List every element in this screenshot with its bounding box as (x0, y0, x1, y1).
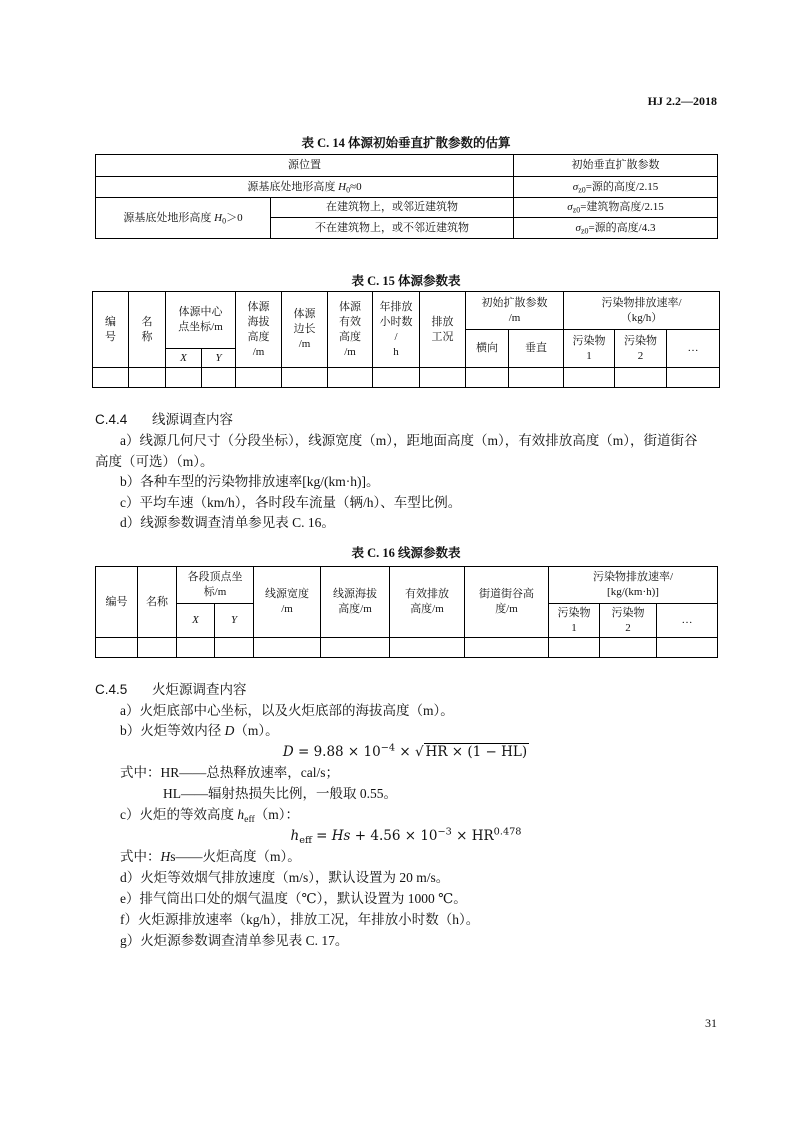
table-c15-header-annual-hours: 年排放 小时数 / h (373, 292, 420, 368)
table-c15-caption: 表 C. 15 体源参数表 (351, 274, 461, 288)
formula-rhs: × HR (451, 828, 494, 844)
table-c15-header-center-coord: 体源中心 点坐标/m (166, 292, 236, 349)
table-c15-data-cell (509, 368, 564, 388)
table-c16-header-width: 线源宽度 /m (254, 567, 321, 638)
table-c14-cell-case: 不在建筑物上，或不邻近建筑物 (271, 218, 514, 239)
subscript: 0 (346, 184, 351, 194)
variable-symbol: h (237, 807, 245, 822)
item-text: c）火炬的等效高度 (120, 807, 238, 822)
table-c15-data-cell (667, 368, 720, 388)
table-c15-header-initial-diffusion: 初始扩散参数 /m (466, 292, 564, 330)
table-c15-header-effective-height: 体源 有效 高度 /m (328, 292, 373, 368)
formula-note: 式中：HR——总热释放速率，cal/s； (120, 765, 339, 780)
table-c14-cell-param (514, 177, 718, 198)
table-c16-caption: 表 C. 16 线源参数表 (351, 546, 461, 560)
list-item-a-continuation: 高度（可选）（m）。 (95, 454, 214, 469)
table-c16 (95, 566, 718, 658)
table-c15-data-cell (93, 368, 129, 388)
list-item-c (120, 806, 299, 824)
formula-note: HL——辐射热损失比例，一般取 0.55。 (163, 786, 397, 801)
table-c16-data-cell (177, 638, 215, 658)
subscript: 0 (222, 215, 227, 225)
formula-lhs: D (282, 744, 294, 760)
table-c16-header-elevation: 线源海拔 高度/m (321, 567, 390, 638)
section-number: C.4.4 (95, 412, 128, 427)
section-c45-title: 火炬源调查内容 (152, 682, 247, 697)
sigma-symbol: σ (575, 221, 581, 234)
table-c14-cell-case: 在建筑物上，或邻近建筑物 (271, 198, 514, 218)
sigma-symbol: σ (567, 201, 573, 213)
table-c15-header-y: Y (202, 349, 236, 368)
formula-exponent: 0.478 (493, 826, 522, 838)
table-c16-header-pollutant-2: 污染物 2 (600, 604, 657, 638)
table-c15-data-cell (466, 368, 509, 388)
formula-rhs: = 9.88 × 10 (293, 744, 381, 760)
table-c16-data-cell (600, 638, 657, 658)
item-text: b）火炬等效内径 (120, 723, 225, 738)
list-item-d: d）线源参数调查清单参见表 C. 16。 (120, 515, 335, 530)
table-c15 (92, 291, 720, 388)
table-row (96, 638, 718, 658)
subscript: eff (299, 834, 312, 846)
formula-rhs: + 4.56 × 10 (350, 828, 438, 844)
table-row (96, 198, 718, 218)
list-item-c: c）平均车速（km/h），各时段车流量（辆/h）、车型比例。 (120, 495, 462, 510)
table-c15-header-id: 编 号 (93, 292, 129, 368)
table-c15-header-lateral: 横向 (466, 330, 509, 368)
list-item-e: e）排气筒出口处的烟气温度（℃），默认设置为 1000 ℃。 (120, 891, 467, 906)
table-c14-cell-condition-flat (96, 177, 514, 198)
table-c15-header-pollutant-2: 污染物 2 (615, 330, 667, 368)
table-c14-caption: 表 C. 14 体源初始垂直扩散参数的估算 (301, 136, 511, 150)
table-c16-header-y: Y (215, 604, 254, 638)
table-c15-header-name: 名 称 (129, 292, 166, 368)
subscript: z0 (578, 184, 586, 194)
formula-exponent: −4 (380, 742, 396, 754)
variable-symbol: D (224, 723, 235, 738)
table-c15-data-cell (564, 368, 615, 388)
table-c15-header-pollutant-1: 污染物 1 (564, 330, 615, 368)
table-c16-header-emission-rate: 污染物排放速率/ [kg/(km·h)] (549, 567, 718, 604)
table-row (96, 177, 718, 198)
cell-text: ≈0 (350, 180, 362, 193)
formula-equivalent-diameter (95, 743, 717, 761)
table-c14-cell-param (514, 218, 718, 239)
cell-text: ＞0 (226, 211, 243, 224)
formula-equals: = (311, 828, 332, 844)
table-c15-data-cell (373, 368, 420, 388)
formula-radicand: HR × (1 − HL) (425, 744, 528, 760)
cell-text: =源的高度/4.3 (588, 221, 656, 234)
table-c14 (95, 154, 718, 239)
section-c44-title: 线源调查内容 (152, 412, 233, 427)
section-c45-heading (95, 681, 127, 699)
table-c15-header-emission-rate: 污染物排放速率/ （kg/h） (564, 292, 720, 330)
formula-variable: Hs (331, 828, 351, 844)
list-item-f: f）火炬源排放速率（kg/h），排放工况，年排放小时数（h）。 (120, 912, 480, 927)
table-c16-data-cell (215, 638, 254, 658)
cell-text: =建筑物高度/2.15 (580, 201, 664, 213)
subscript: z0 (580, 225, 589, 235)
table-c16-header-effective-height: 有效排放 高度/m (390, 567, 465, 638)
table-c15-data-cell (282, 368, 328, 388)
item-text: （m）： (254, 807, 300, 822)
list-item-a: a）火炬底部中心坐标，以及火炬底部的海拔高度（m）。 (120, 703, 454, 718)
table-c16-data-cell (657, 638, 718, 658)
table-c15-header-condition: 排放 工况 (420, 292, 466, 368)
table-c15-header-elevation: 体源 海拔 高度 /m (236, 292, 282, 368)
table-c15-data-cell (420, 368, 466, 388)
table-c16-header-vertex-coord: 各段顶点坐 标/m (177, 567, 254, 604)
cell-text: 源基底处地形高度 (247, 180, 339, 193)
table-c14-header-row (96, 155, 718, 177)
table-c15-data-cell (328, 368, 373, 388)
table-c14-cell-param (514, 198, 718, 218)
note-lead: 式中： (120, 849, 161, 864)
list-item-d: d）火炬等效烟气排放速度（m/s），默认设置为 20 m/s。 (120, 870, 450, 885)
list-item-g: g）火炬源参数调查清单参见表 C. 17。 (120, 933, 349, 948)
standard-code: HJ 2.2—2018 (647, 94, 717, 108)
table-c15-data-cell (236, 368, 282, 388)
table-c15-data-cell (129, 368, 166, 388)
table-c16-data-cell (549, 638, 600, 658)
table-c15-data-cell (615, 368, 667, 388)
table-c16-header-row (96, 567, 718, 604)
formula-sqrt: × √ (395, 744, 424, 760)
formula-equivalent-height (95, 827, 717, 845)
section-number: C.4.5 (95, 682, 128, 697)
section-c44-heading (95, 411, 127, 429)
table-c16-data-cell (254, 638, 321, 658)
table-c16-header-canyon-height: 街道街谷高 度/m (465, 567, 549, 638)
table-row (93, 368, 720, 388)
table-c16-data-cell (390, 638, 465, 658)
table-c16-data-cell (321, 638, 390, 658)
cell-text: =源的高度/2.15 (585, 180, 659, 193)
table-c14-header-source-position: 源位置 (96, 155, 514, 177)
table-c14-cell-condition-raised (96, 198, 271, 239)
page-number: 31 (705, 1016, 717, 1030)
formula-lhs: h (290, 828, 300, 844)
table-c14-header-initial-vertical-param: 初始垂直扩散参数 (514, 155, 718, 177)
table-c15-header-x: X (166, 349, 202, 368)
table-c16-header-pollutant-1: 污染物 1 (549, 604, 600, 638)
table-c15-header-side-length: 体源 边长 /m (282, 292, 328, 368)
variable-symbol: H (338, 180, 347, 193)
subscript: eff (244, 813, 255, 825)
table-c16-header-name: 名称 (138, 567, 177, 638)
list-item-b: b）各种车型的污染物排放速率[kg/(km·h)]。 (120, 474, 380, 489)
table-c15-header-row (93, 292, 720, 330)
list-item-b (120, 722, 279, 740)
note-text: s——火炬高度（m）。 (170, 849, 301, 864)
table-c16-data-cell (465, 638, 549, 658)
cell-text: 源基底处地形高度 (123, 211, 215, 224)
table-c15-header-vertical: 垂直 (509, 330, 564, 368)
list-item-a: a）线源几何尺寸（分段坐标），线源宽度（m），距地面高度（m），有效排放高度（m），街道街谷 (120, 433, 698, 448)
table-c16-data-cell (96, 638, 138, 658)
table-c16-header-id: 编号 (96, 567, 138, 638)
table-c16-data-cell (138, 638, 177, 658)
table-c15-data-cell (166, 368, 202, 388)
table-c15-header-more: … (667, 330, 720, 368)
formula-exponent: −3 (437, 826, 452, 838)
table-c15-data-cell (202, 368, 236, 388)
subscript: z0 (572, 205, 581, 215)
table-c16-header-more: … (657, 604, 718, 638)
variable-symbol: H (160, 849, 171, 864)
sigma-symbol: σ (572, 180, 579, 193)
table-c16-header-x: X (177, 604, 215, 638)
formula-note (120, 848, 301, 866)
variable-symbol: H (214, 211, 223, 224)
item-text: （m）。 (234, 723, 279, 738)
